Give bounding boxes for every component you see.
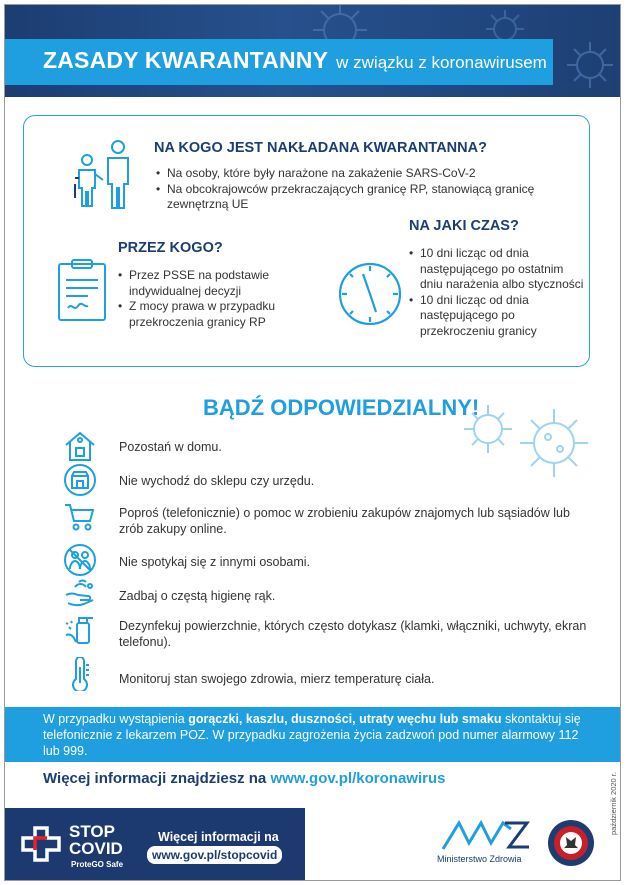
advice-text: Poproś (telefonicznie) o pomoc w zrobieniu zakupów znajomych lub sąsiadów lub zrób zakupy online. <box>119 506 570 536</box>
notice-text: W przypadku wystąpienia <box>43 712 189 726</box>
who-list <box>156 166 586 213</box>
clipboard-icon <box>56 258 108 322</box>
no-meeting-icon <box>63 543 97 577</box>
stopcovid-info-label: Więcej informacji na <box>158 830 279 844</box>
advice-text: Pozostań w domu. <box>119 440 222 454</box>
clock-icon <box>336 260 404 328</box>
advice-row <box>63 657 593 693</box>
advice-text: Dezynfekuj powierzchnie, których często dotykasz (klamki, włączniki, uchwyty, ekran telefonu). <box>119 619 587 649</box>
who-item: • Na obcokrajowców przekraczających granicę RP, stanowiącą granicę zewnętrzną UE <box>156 182 586 213</box>
hero-banner <box>5 5 621 97</box>
people-icon <box>74 138 136 212</box>
advice-row <box>63 429 593 465</box>
page-subtitle: w związku z koronawirusem <box>336 53 547 72</box>
sanitary-inspection-seal-icon <box>546 818 596 868</box>
page-title: ZASADY KWARANTANNY <box>43 47 329 73</box>
who-heading: NA KOGO JEST NAKŁADANA KWARANTANNA? <box>154 140 487 156</box>
ministry-name: Ministerstwo Zdrowia <box>437 854 522 864</box>
who-item: • Na osoby, które były narażone na zakażenie SARS-CoV-2 <box>156 166 586 182</box>
covid-label: COVID <box>69 839 123 858</box>
quarantine-info-box <box>23 115 590 367</box>
advice-text: Monitoruj stan swojego zdrowia, mierz temperaturę ciała. <box>119 672 435 686</box>
thermometer-icon <box>63 657 97 691</box>
more-info-text: Więcej informacji znajdziesz na <box>43 770 271 787</box>
advice-text: Nie spotykaj się z innymi osobami. <box>119 555 311 569</box>
advice-text: Nie wychodź do sklepu czy urzędu. <box>119 474 315 488</box>
house-icon <box>63 429 97 463</box>
by-whom-heading: PRZEZ KOGO? <box>118 240 223 256</box>
shop-icon <box>63 463 97 497</box>
by-whom-item: • Przez PSSE na podstawie indywidualnej decyzji <box>118 268 318 299</box>
publication-date: październik 2020 r. <box>609 772 618 835</box>
virus-decoration-icon <box>560 35 620 95</box>
duration-item: • 10 dni licząc od dnia następującego po przekroczeniu granicy <box>409 293 584 340</box>
responsible-heading: BĄDŹ ODPOWIEDZIALNY! <box>203 395 480 420</box>
disinfect-icon <box>63 613 97 647</box>
duration-list <box>409 246 584 339</box>
notice-text: skontaktuj się telefonicznie z lekarzem POZ. W przypadku zagrożenia życia zadzwoń pod numer alarmowy 112 lub 999. <box>43 712 581 758</box>
advice-row <box>63 463 593 499</box>
advice-row <box>63 543 593 579</box>
title-band <box>5 39 553 85</box>
by-whom-item: • Z mocy prawa w przypadku przekroczenia granicy RP <box>118 299 318 330</box>
stop-label: STOP <box>69 822 115 841</box>
more-info-link[interactable]: www.gov.pl/koronawirus <box>270 770 446 787</box>
protego-label: ProteGO Safe <box>71 860 124 869</box>
hand-wash-icon <box>63 577 97 611</box>
stopcovid-banner <box>5 808 305 881</box>
advice-text: Zadbaj o częstą higienę rąk. <box>119 589 276 603</box>
cart-icon <box>63 499 97 533</box>
by-whom-list <box>118 268 318 330</box>
poster <box>4 4 621 881</box>
duration-item: • 10 dni licząc od dnia następującego po ostatnim dniu narażenia albo styczności <box>409 246 584 293</box>
stopcovid-cross-icon <box>21 824 65 864</box>
advice-row <box>63 499 593 535</box>
advice-row <box>63 577 593 613</box>
duration-heading: NA JAKI CZAS? <box>409 218 519 234</box>
more-info-line <box>43 770 445 787</box>
emergency-notice <box>5 707 621 762</box>
ministry-logo-icon <box>439 817 533 853</box>
notice-symptoms: gorączki, kaszlu, duszności, utraty węchu lub smaku <box>188 712 502 726</box>
stopcovid-link[interactable]: www.gov.pl/stopcovid <box>147 846 282 864</box>
advice-row <box>63 613 593 649</box>
